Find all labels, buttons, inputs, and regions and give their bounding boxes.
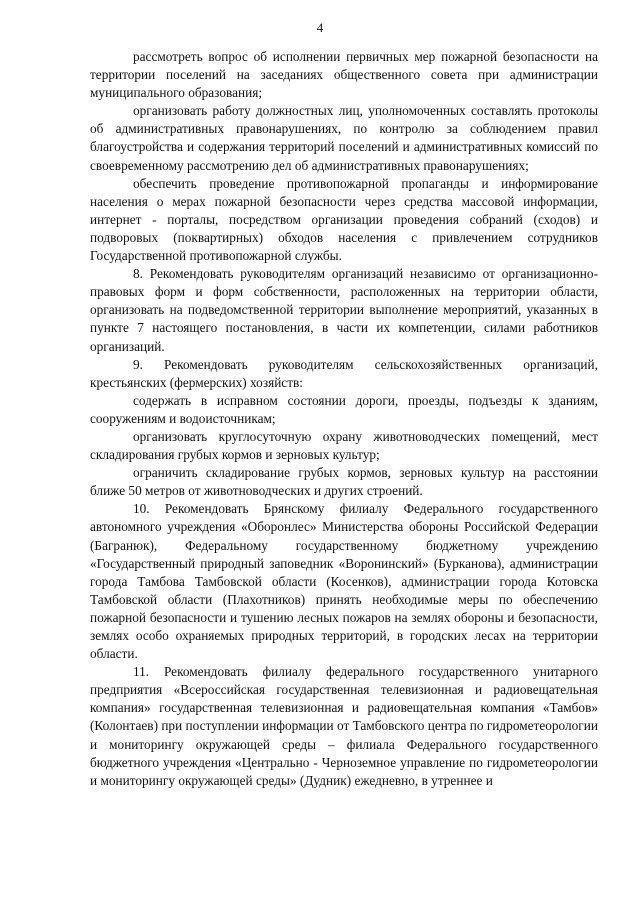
paragraph: ограничить складирование грубых кормов, зерновых культур на расстоянии ближе 50 метров от животноводческих и других строений. (90, 465, 598, 499)
paragraph-item-8: 8. Рекомендовать руководителям организаций независимо от организационно-правовых форм и форм собственности, расположенных на территории области, организовать на подведомственной территории выполнение мероприятий, указанных в пункте 7 настоящего постановления, в части их компетенции, силами работников организаций. (90, 266, 598, 354)
paragraph: организовать круглосуточную охрану животноводческих помещений, мест складирования грубых кормов и зерновых культур; (90, 428, 598, 463)
paragraph: содержать в исправном состоянии дороги, проезды, подъезды к зданиям, сооружениям и водоисточникам; (90, 392, 598, 426)
paragraph: рассмотреть вопрос об исполнении первичных мер пожарной безопасности на территории поселений на заседаниях общественного совета при администрации муниципального образования; (90, 49, 598, 101)
paragraph-item-10: 10. Рекомендовать Брянскому филиалу Федерального государственного автономного учреждения «Оборонлес» Министерства обороны Российской Федерации (Багранюк), Федеральному государственному бюджетному учреждению «Государственный природный заповедник «Воронинский» (Бурканова), администрации города Тамбова Тамбовской области (Косенков), администрации города Котовска Тамбовской области (Плахотников) принять необходимые меры по обеспечению пожарной безопасности и тушению лесных пожаров на землях обороны и безопасности, землях особо охраняемых природных территорий, в городских лесах на территории области. (90, 501, 598, 662)
document-body (90, 48, 598, 790)
paragraph: обеспечить проведение противопожарной пропаганды и информирование населения о мерах пожарной безопасности через средства массовой информации, интернет - порталы, посредством организации проведения собраний (сходов) и подворовых (поквартирных) обходов населения с привлечением сотрудников Государственной противопожарной службы. (90, 175, 598, 264)
paragraph: организовать работу должностных лиц, уполномоченных составлять протоколы об административных правонарушениях, по контролю за соблюдением правил благоустройства и содержания территорий поселений и административных комиссий по своевременному рассмотрению дел об административных правонарушениях; (90, 103, 598, 173)
page-number: 4 (316, 20, 324, 35)
paragraph-item-9: 9. Рекомендовать руководителям сельскохозяйственных организаций, крестьянских (фермерских) хозяйств: (90, 356, 598, 390)
paragraph-item-11: 11. Рекомендовать филиалу федерального государственного унитарного предприятия «Всероссийская государственная телевизионная и радиовещательная компания» государственная телевизионная и радиовещательная компания «Тамбов» (Колонтаев) при поступлении информации от Тамбовского центра по гидрометеорологии и мониторингу окружающей среды – филиала Федерального государственного бюджетного учреждения «Центрально - Черноземное управление по гидрометеорологии и мониторингу окружающей среды» (Дудник) ежедневно, в утреннее и (90, 664, 598, 788)
